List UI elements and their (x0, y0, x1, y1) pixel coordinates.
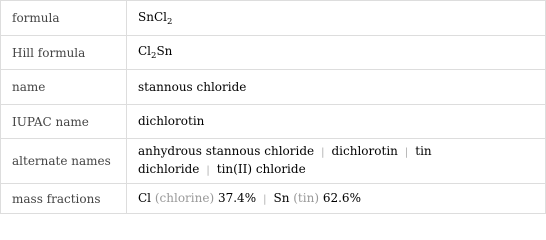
alternate-name: tin(II) chloride (216, 162, 306, 176)
formula-label: formula (1, 1, 127, 36)
element-symbol: Cl (138, 190, 152, 205)
hill-formula-value (127, 36, 546, 70)
iupac-name-value: dichlorotin (127, 105, 546, 139)
element-name: (tin) (293, 190, 320, 205)
hill-formula-label: Hill formula (1, 36, 127, 70)
table-row-name (1, 70, 546, 105)
hill-formula-text-1: Cl (138, 44, 152, 58)
alternate-name: dichlorotin (331, 144, 398, 158)
alternate-name: anhydrous stannous chloride (138, 144, 315, 158)
element-name: (chlorine) (154, 190, 215, 205)
name-label: name (1, 70, 127, 105)
alternate-names-label: alternate names (1, 139, 127, 184)
hill-formula-subscript: 2 (151, 51, 157, 61)
formula-subscript: 2 (166, 16, 173, 27)
hill-formula-text-2: Sn (156, 44, 173, 58)
table-row-mass-fractions (1, 184, 546, 214)
element-symbol: Sn (273, 190, 290, 205)
mass-fractions-value (127, 184, 546, 214)
table-row-formula (1, 1, 546, 36)
element-percent: 62.6% (322, 190, 361, 205)
table-row-iupac-name (1, 105, 546, 139)
name-value: stannous chloride (127, 70, 546, 105)
alternate-name: tin dichloride (138, 144, 432, 176)
element-percent: 37.4% (217, 190, 257, 205)
separator: | (404, 147, 409, 158)
table-row-hill-formula (1, 36, 546, 70)
table-row-alternate-names (1, 139, 546, 184)
mass-fractions-label: mass fractions (1, 184, 127, 214)
iupac-name-label: IUPAC name (1, 105, 127, 139)
formula-text: SnCl (138, 9, 167, 24)
formula-value (127, 1, 546, 36)
alternate-names-value (127, 139, 546, 184)
separator: | (321, 147, 325, 158)
separator: | (263, 193, 267, 205)
separator: | (206, 165, 210, 176)
